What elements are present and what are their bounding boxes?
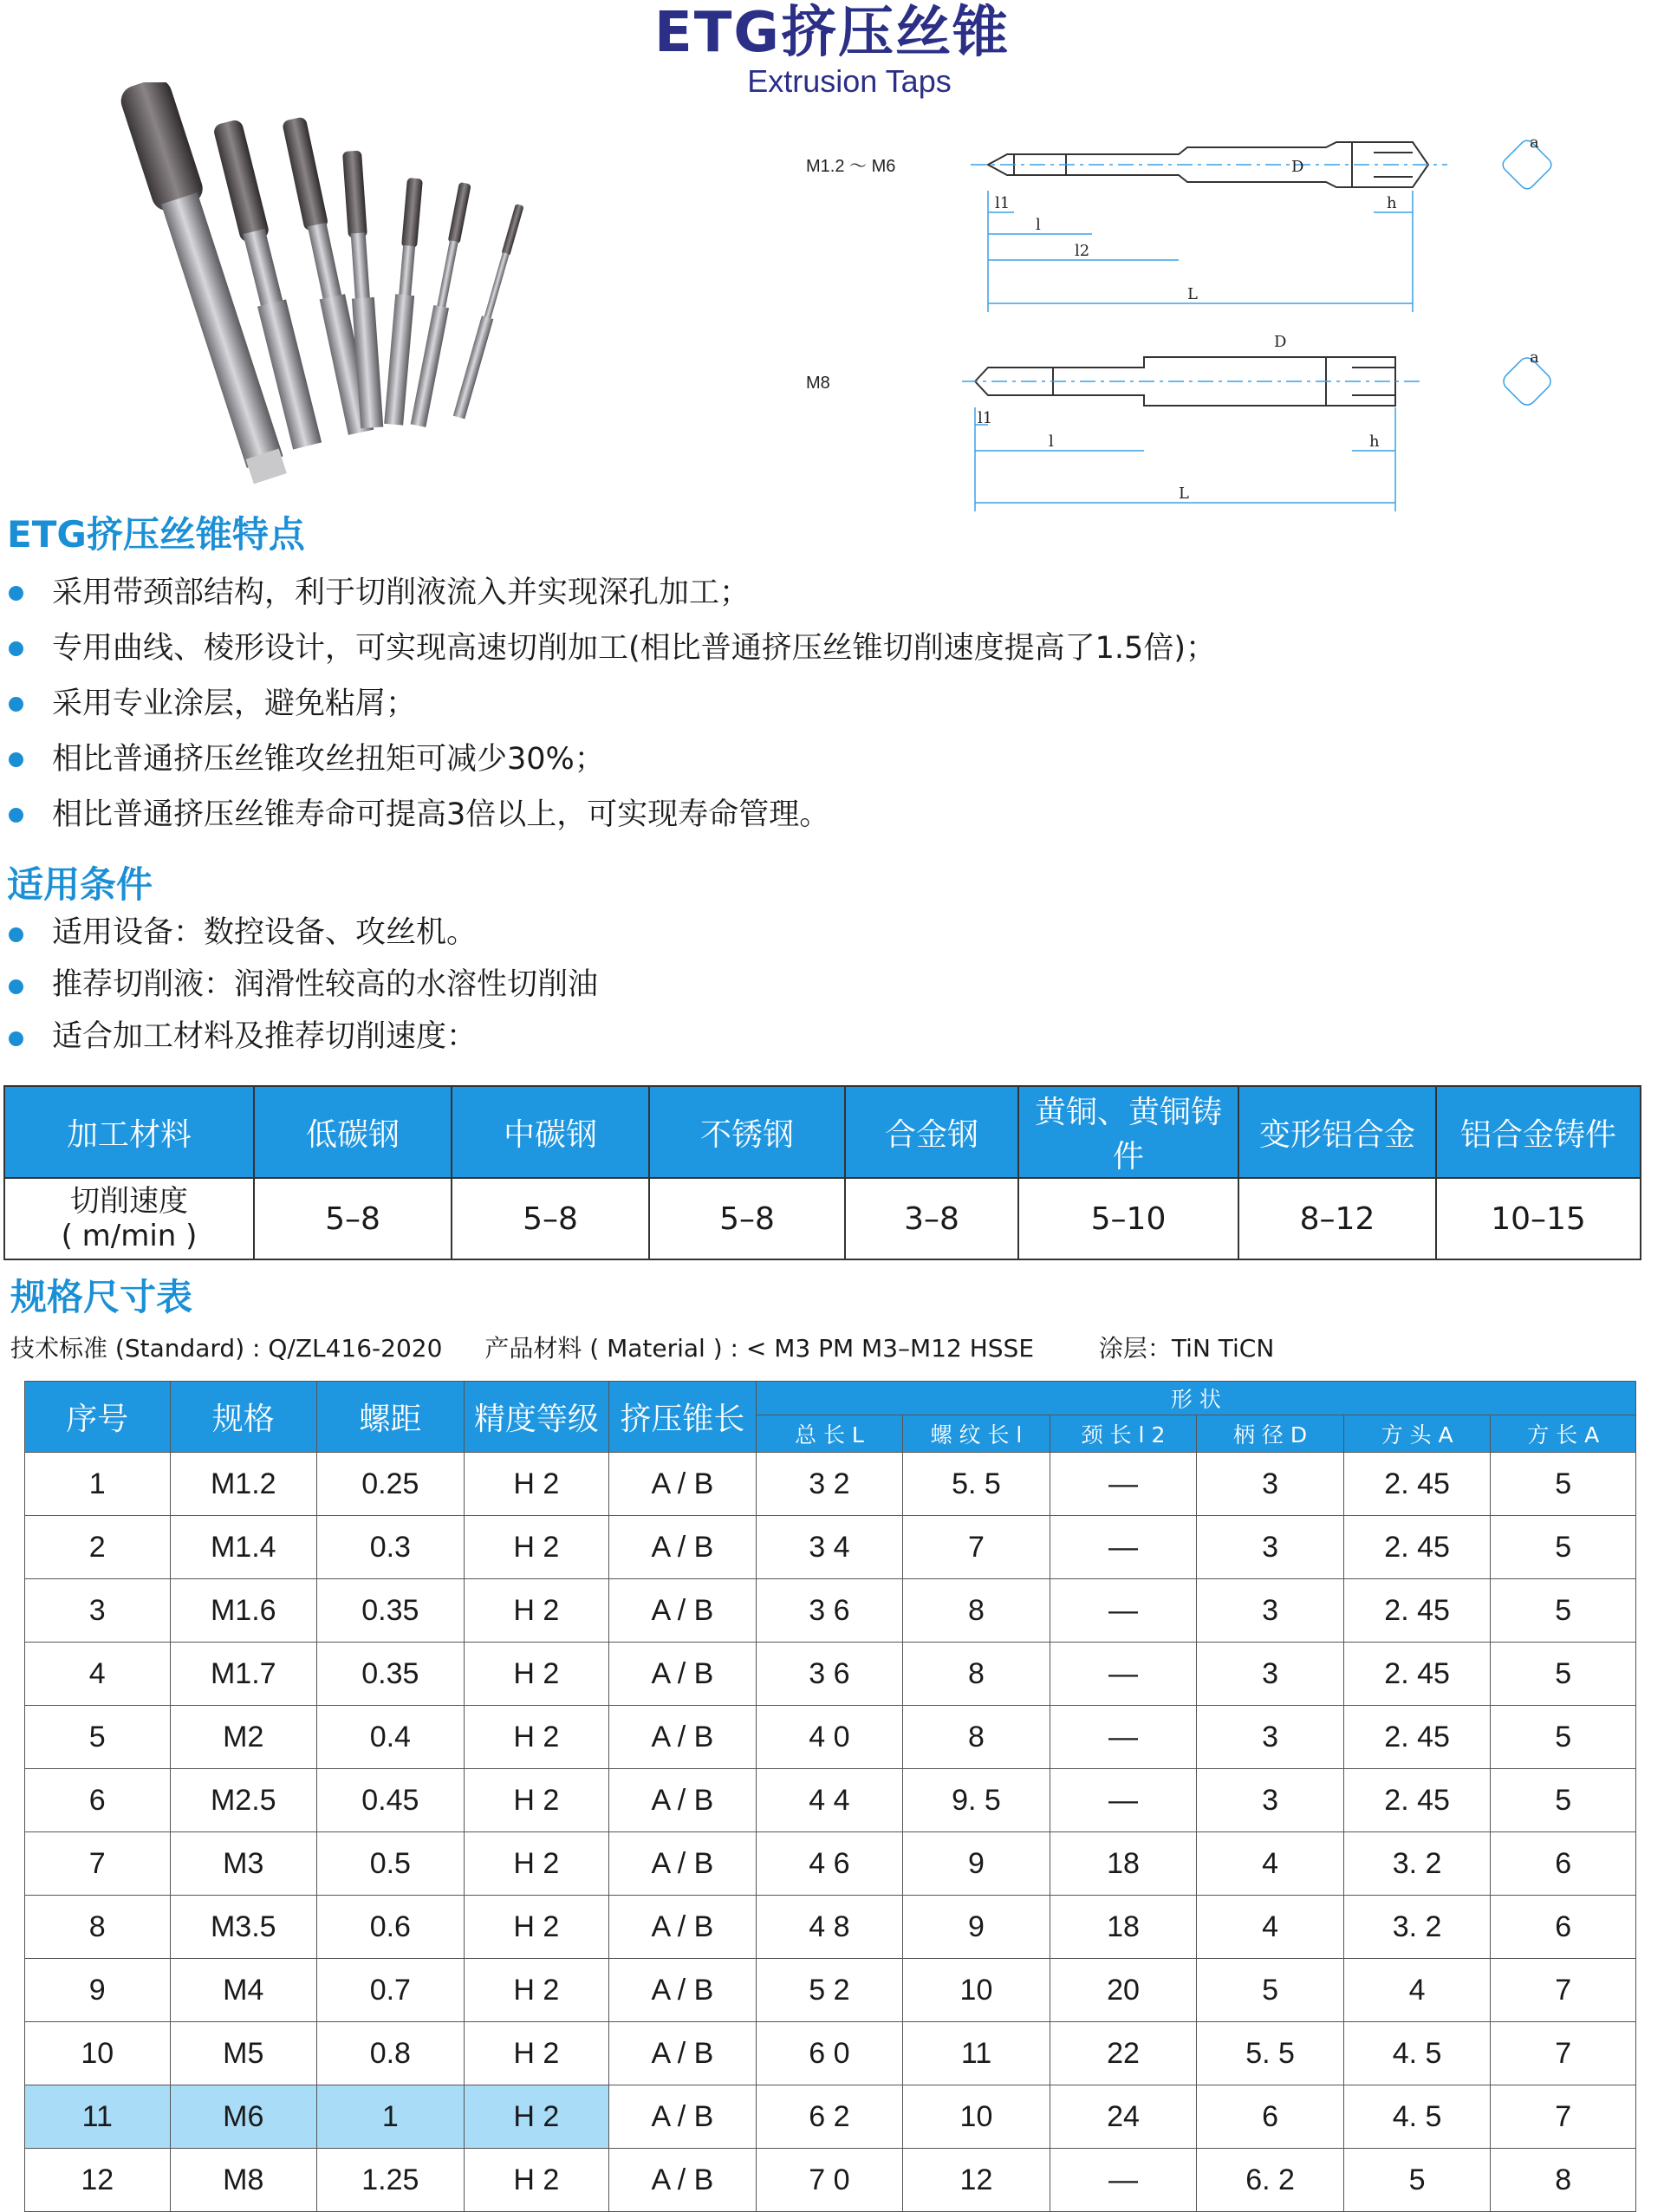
spec-cell: 5 2 (756, 1959, 903, 2022)
spec-cell: 6 2 (756, 2085, 903, 2149)
spec-cell: 3 2 (756, 1453, 903, 1516)
speed-header-cell: 合金钢 (845, 1086, 1018, 1178)
condition-item: 适合加工材料及推荐切削速度： (0, 1011, 598, 1063)
spec-cell: 2 (25, 1516, 171, 1579)
conditions-list (0, 907, 598, 1063)
spec-cell: — (1050, 1516, 1197, 1579)
spec-cell: 3 (1197, 1706, 1344, 1769)
spec-cell: 5 (1491, 1769, 1636, 1832)
spec-cell: A / B (609, 1769, 757, 1832)
spec-cell: 3. 2 (1343, 1832, 1491, 1896)
spec-cell: 2. 45 (1343, 1706, 1491, 1769)
table-row (25, 1769, 1636, 1832)
spec-cell: 5 (1491, 1453, 1636, 1516)
spec-cell: 4 (25, 1643, 171, 1706)
spec-table (24, 1381, 1636, 2212)
spec-cell: A / B (609, 1516, 757, 1579)
spec-cell: 3 (1197, 1643, 1344, 1706)
spec-cell: 18 (1050, 1832, 1197, 1896)
table-row (25, 1579, 1636, 1643)
spec-cell: 4 (1197, 1832, 1344, 1896)
spec-cell: 6. 2 (1197, 2149, 1344, 2212)
spec-cell: — (1050, 2149, 1197, 2212)
table-row (25, 1896, 1636, 1959)
spec-cell: 3 6 (756, 1579, 903, 1643)
feature-item: 采用专业涂层，避免粘屑； (0, 676, 1216, 732)
table-row (25, 1706, 1636, 1769)
conditions-title: 适用条件 (7, 863, 153, 906)
spec-cell: 7 (903, 1516, 1050, 1579)
spec-cell: H 2 (464, 2022, 609, 2085)
spec-cell: 10 (903, 1959, 1050, 2022)
spec-cell: 4 0 (756, 1706, 903, 1769)
dim-h-bottom: h (1369, 433, 1380, 451)
cutting-speed-table (3, 1085, 1641, 1260)
spec-subheader-cell: 方 头 A (1343, 1415, 1491, 1453)
spec-cell: 5 (1491, 1643, 1636, 1706)
speed-header-cell: 中碳钢 (452, 1086, 649, 1178)
spec-cell: 0.25 (317, 1453, 465, 1516)
spec-cell: 6 (25, 1769, 171, 1832)
feature-item: 相比普通挤压丝锥攻丝扭矩可减少30%； (0, 732, 1216, 787)
dim-l1-bottom: l1 (978, 409, 993, 427)
dim-l-bottom: l (1049, 433, 1054, 451)
spec-cell: 9 (903, 1896, 1050, 1959)
speed-row-label: 切削速度 ( m/min ) (4, 1178, 254, 1259)
table-row (25, 1832, 1636, 1896)
speed-value: 10–15 (1436, 1178, 1641, 1259)
spec-cell: M3.5 (170, 1896, 317, 1959)
feature-item: 采用带颈部结构，利于切削液流入并实现深孔加工； (0, 565, 1216, 621)
spec-cell: A / B (609, 1959, 757, 2022)
feature-item: 相比普通挤压丝锥寿命可提高3倍以上，可实现寿命管理。 (0, 787, 1216, 843)
spec-header-cell: 精度等级 (464, 1382, 609, 1453)
spec-cell: 11 (903, 2022, 1050, 2085)
spec-header-cell: 规格 (170, 1382, 317, 1453)
table-row (25, 1643, 1636, 1706)
spec-cell: H 2 (464, 1769, 609, 1832)
spec-cell: 6 0 (756, 2022, 903, 2085)
features-list (0, 565, 1216, 843)
spec-cell: 0.35 (317, 1579, 465, 1643)
spec-cell: A / B (609, 1453, 757, 1516)
spec-cell: H 2 (464, 1453, 609, 1516)
spec-cell: 8 (25, 1896, 171, 1959)
spec-cell: 3 (25, 1579, 171, 1643)
spec-cell: A / B (609, 2149, 757, 2212)
dim-D-top: D (1291, 158, 1304, 176)
dim-l1-top: l1 (995, 194, 1011, 212)
spec-cell: 7 (1491, 2022, 1636, 2085)
spec-cell: 3. 2 (1343, 1896, 1491, 1959)
spec-cell: A / B (609, 2022, 757, 2085)
dim-a-top: a (1530, 133, 1539, 152)
spec-cell: 4 (1197, 1896, 1344, 1959)
spec-cell: 24 (1050, 2085, 1197, 2149)
diagram-label-bottom: M8 (806, 374, 830, 393)
spec-cell: 12 (903, 2149, 1050, 2212)
spec-title: 规格尺寸表 (10, 1276, 193, 1318)
spec-cell: 4 8 (756, 1896, 903, 1959)
spec-cell: 4 (1343, 1959, 1491, 2022)
condition-item: 推荐切削液：润滑性较高的水溶性切削油 (0, 959, 598, 1011)
spec-cell: A / B (609, 1832, 757, 1896)
spec-cell: M2 (170, 1706, 317, 1769)
spec-cell: 7 (1491, 2085, 1636, 2149)
spec-cell: — (1050, 1643, 1197, 1706)
spec-cell: A / B (609, 1896, 757, 1959)
dim-L-bottom: L (1179, 485, 1189, 503)
spec-cell: 8 (903, 1643, 1050, 1706)
spec-cell: M1.6 (170, 1579, 317, 1643)
tap-7 (453, 203, 526, 419)
dim-D-bottom: D (1274, 333, 1287, 351)
spec-cell: H 2 (464, 2149, 609, 2212)
speed-value: 8–12 (1238, 1178, 1436, 1259)
spec-cell: — (1050, 1706, 1197, 1769)
speed-value: 5–8 (254, 1178, 452, 1259)
spec-cell: M1.2 (170, 1453, 317, 1516)
dim-h-top: h (1387, 194, 1397, 212)
spec-cell: M8 (170, 2149, 317, 2212)
spec-cell: 3 (1197, 1453, 1344, 1516)
spec-cell: A / B (609, 1643, 757, 1706)
spec-cell: M1.4 (170, 1516, 317, 1579)
speed-value: 5–10 (1018, 1178, 1238, 1259)
spec-subheader-cell: 颈 长 l 2 (1050, 1415, 1197, 1453)
spec-cell: 7 (25, 1832, 171, 1896)
speed-value: 5–8 (452, 1178, 649, 1259)
spec-cell: — (1050, 1769, 1197, 1832)
spec-cell: 5 (1491, 1579, 1636, 1643)
spec-cell: 5 (1491, 1516, 1636, 1579)
spec-cell: 0.45 (317, 1769, 465, 1832)
spec-cell: H 2 (464, 2085, 609, 2149)
spec-cell: 3 (1197, 1579, 1344, 1643)
spec-cell: 2. 45 (1343, 1643, 1491, 1706)
spec-meta (10, 1331, 1274, 1366)
spec-cell: 5 (25, 1706, 171, 1769)
feature-item: 专用曲线、棱形设计，可实现高速切削加工(相比普通挤压丝锥切削速度提高了1.5倍)； (0, 621, 1216, 676)
spec-cell: 1.25 (317, 2149, 465, 2212)
spec-cell: 8 (903, 1706, 1050, 1769)
spec-cell: — (1050, 1579, 1197, 1643)
page-subtitle: Extrusion Taps (747, 63, 952, 99)
table-row (25, 1516, 1636, 1579)
dim-a-bottom: a (1530, 348, 1539, 367)
spec-header-cell: 挤压锥长 (609, 1382, 757, 1453)
spec-cell: 4. 5 (1343, 2085, 1491, 2149)
spec-cell: H 2 (464, 1896, 609, 1959)
spec-cell: 9 (25, 1959, 171, 2022)
dimension-diagram (806, 104, 1586, 563)
spec-cell: 3 6 (756, 1643, 903, 1706)
speed-header-cell: 铝合金铸件 (1436, 1086, 1641, 1178)
spec-cell: M4 (170, 1959, 317, 2022)
spec-cell: 4. 5 (1343, 2022, 1491, 2085)
condition-item: 适用设备：数控设备、攻丝机。 (0, 907, 598, 959)
spec-cell: H 2 (464, 1579, 609, 1643)
spec-cell: 0.8 (317, 2022, 465, 2085)
spec-cell: A / B (609, 1706, 757, 1769)
speed-value: 3–8 (845, 1178, 1018, 1259)
spec-cell: 0.3 (317, 1516, 465, 1579)
spec-cell: 20 (1050, 1959, 1197, 2022)
spec-cell: M6 (170, 2085, 317, 2149)
page-title: ETG挤压丝锥 (654, 1, 1010, 65)
speed-header-cell: 变形铝合金 (1238, 1086, 1436, 1178)
spec-cell: 9. 5 (903, 1769, 1050, 1832)
material-text: 产品材料 ( Material ) : < M3 PM M3–M12 HSSE (484, 1334, 1035, 1363)
table-row (25, 2022, 1636, 2085)
spec-cell: 0.7 (317, 1959, 465, 2022)
spec-cell: 1 (317, 2085, 465, 2149)
spec-cell: 1 (25, 1453, 171, 1516)
spec-cell: M3 (170, 1832, 317, 1896)
spec-subheader-cell: 总 长 L (756, 1415, 903, 1453)
spec-cell: 10 (25, 2022, 171, 2085)
table-row (25, 1959, 1636, 2022)
spec-cell: 7 0 (756, 2149, 903, 2212)
table-row (25, 2149, 1636, 2212)
spec-cell: 12 (25, 2149, 171, 2212)
spec-cell: M5 (170, 2022, 317, 2085)
spec-cell: 3 (1197, 1516, 1344, 1579)
spec-cell: 5 (1343, 2149, 1491, 2212)
spec-header-cell: 螺距 (317, 1382, 465, 1453)
spec-header-cell: 序号 (25, 1382, 171, 1453)
table-row (25, 2085, 1636, 2149)
spec-cell: 7 (1491, 1959, 1636, 2022)
spec-cell: 0.5 (317, 1832, 465, 1896)
spec-group-header: 形 状 (756, 1382, 1635, 1415)
spec-cell: 0.35 (317, 1643, 465, 1706)
spec-cell: A / B (609, 1579, 757, 1643)
spec-cell: H 2 (464, 1643, 609, 1706)
spec-cell: 5 (1491, 1706, 1636, 1769)
spec-cell: 9 (903, 1832, 1050, 1896)
spec-cell: 10 (903, 2085, 1050, 2149)
spec-cell: H 2 (464, 1832, 609, 1896)
spec-subheader-cell: 方 长 A (1491, 1415, 1636, 1453)
speed-header-cell: 低碳钢 (254, 1086, 452, 1178)
spec-cell: 2. 45 (1343, 1453, 1491, 1516)
spec-cell: 11 (25, 2085, 171, 2149)
spec-cell: 6 (1491, 1832, 1636, 1896)
spec-cell: A / B (609, 2085, 757, 2149)
spec-cell: 4 6 (756, 1832, 903, 1896)
spec-cell: 18 (1050, 1896, 1197, 1959)
spec-cell: 2. 45 (1343, 1769, 1491, 1832)
spec-cell: 6 (1491, 1896, 1636, 1959)
spec-subheader-cell: 柄 径 D (1197, 1415, 1344, 1453)
spec-cell: H 2 (464, 1959, 609, 2022)
spec-cell: 0.4 (317, 1706, 465, 1769)
spec-cell: 8 (1491, 2149, 1636, 2212)
spec-cell: 0.6 (317, 1896, 465, 1959)
speed-header-cell: 不锈钢 (649, 1086, 845, 1178)
dim-L-top: L (1187, 285, 1198, 303)
coating-text: 涂层：TiN TiCN (1098, 1334, 1275, 1363)
dim-l2-top: l2 (1075, 242, 1090, 260)
features-title: ETG挤压丝锥特点 (7, 513, 305, 556)
dim-l-top: l (1036, 216, 1041, 234)
spec-cell: M1.7 (170, 1643, 317, 1706)
spec-cell: 2. 45 (1343, 1516, 1491, 1579)
spec-cell: 3 4 (756, 1516, 903, 1579)
spec-cell: H 2 (464, 1516, 609, 1579)
diagram-label-top: M1.2 ～ M6 (806, 157, 896, 176)
spec-subheader-cell: 螺 纹 长 l (903, 1415, 1050, 1453)
spec-cell: 6 (1197, 2085, 1344, 2149)
standard-text: 技术标准 (Standard) : Q/ZL416-2020 (10, 1334, 443, 1363)
spec-cell: 8 (903, 1579, 1050, 1643)
spec-cell: 3 (1197, 1769, 1344, 1832)
table-row (25, 1453, 1636, 1516)
spec-cell: 5. 5 (903, 1453, 1050, 1516)
spec-cell: 5 (1197, 1959, 1344, 2022)
speed-header-cell: 加工材料 (4, 1086, 254, 1178)
spec-cell: 22 (1050, 2022, 1197, 2085)
spec-cell: 2. 45 (1343, 1579, 1491, 1643)
speed-value: 5–8 (649, 1178, 845, 1259)
spec-cell: M2.5 (170, 1769, 317, 1832)
spec-cell: — (1050, 1453, 1197, 1516)
speed-header-cell: 黄铜、黄铜铸件 (1018, 1086, 1238, 1178)
taps-photo (82, 82, 637, 507)
spec-cell: H 2 (464, 1706, 609, 1769)
spec-cell: 4 4 (756, 1769, 903, 1832)
spec-cell: 5. 5 (1197, 2022, 1344, 2085)
